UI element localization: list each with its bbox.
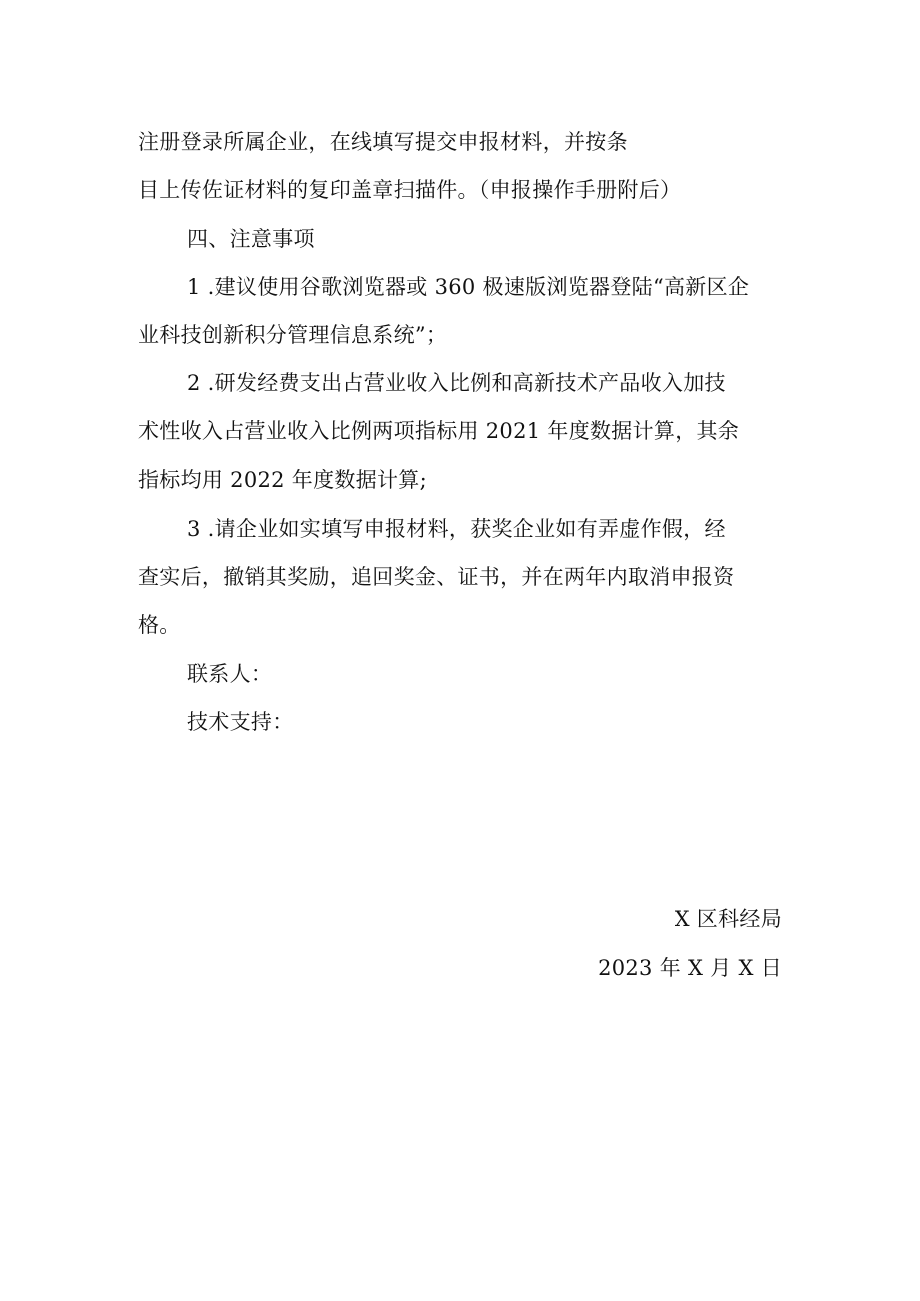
section-heading-notes: 四、注意事项 bbox=[187, 227, 315, 251]
note-item-2-line-1: 2 .研发经费支出占营业收入比例和高新技术产品收入加技 bbox=[187, 371, 726, 395]
intro-line-1: 注册登录所属企业，在线填写提交申报材料，并按条 bbox=[138, 130, 628, 154]
tech-support-label: 技术支持： bbox=[187, 710, 294, 734]
note-item-1-line-2: 业科技创新积分管理信息系统”； bbox=[138, 323, 448, 347]
contact-person-label: 联系人： bbox=[187, 662, 273, 686]
issuer-signature: X 区科经局 bbox=[674, 907, 782, 931]
note-item-2-line-3: 指标均用 2022 年度数据计算; bbox=[138, 468, 427, 492]
note-item-1-line-1: 1 .建议使用谷歌浏览器或 360 极速版浏览器登陆“高新区企 bbox=[187, 275, 750, 299]
note-item-2-line-2: 术性收入占营业收入比例两项指标用 2021 年度数据计算，其余 bbox=[138, 419, 740, 443]
intro-line-2: 目上传佐证材料的复印盖章扫描件。（申报操作手册附后） bbox=[138, 178, 682, 202]
issue-date: 2023 年 X 月 X 日 bbox=[598, 956, 782, 980]
note-item-3-line-2: 查实后，撤销其奖励，追回奖金、证书，并在两年内取消申报资 bbox=[138, 565, 735, 589]
note-item-3-line-3: 格。 bbox=[138, 613, 181, 637]
note-item-3-line-1: 3 .请企业如实填写申报材料，获奖企业如有弄虚作假，经 bbox=[187, 517, 726, 541]
